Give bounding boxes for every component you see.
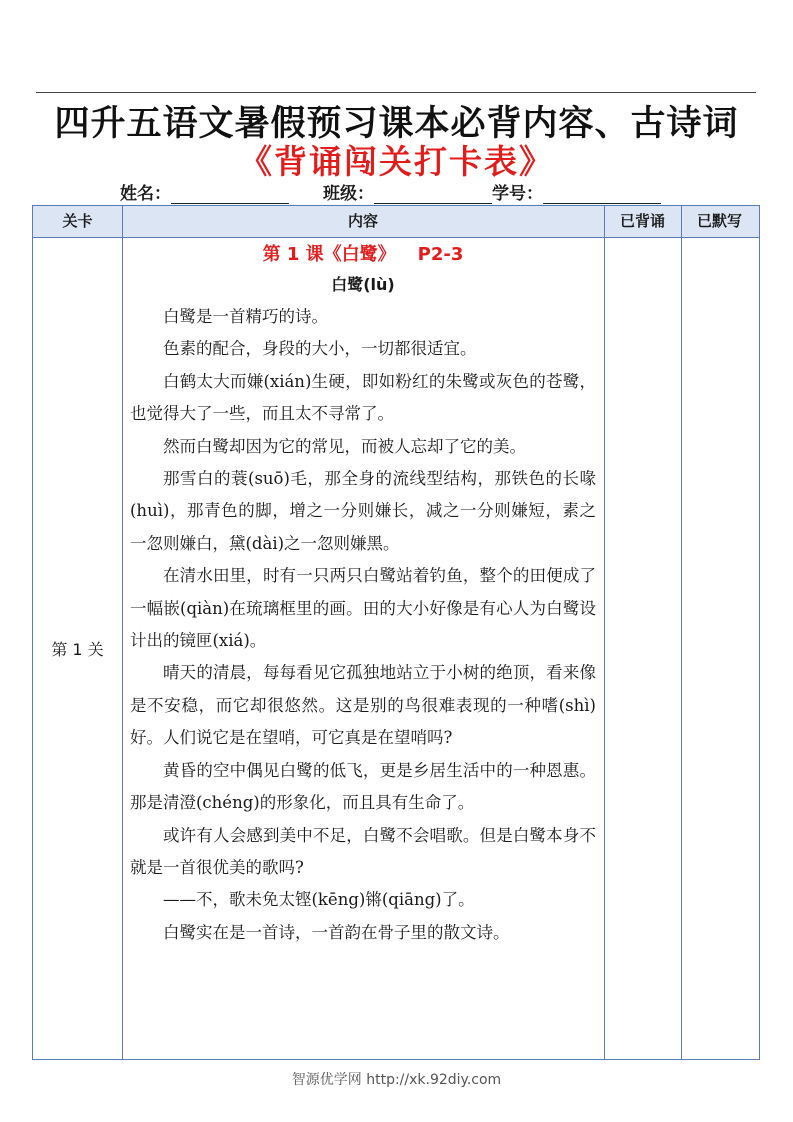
col-header-written: 已默写: [696, 212, 742, 230]
lesson-heading: [122, 241, 604, 269]
poem-paragraph: 晴天的清晨，每每看见它孤独地站立于小树的绝顶，看来像是不安稳，而它却很悠然。这是别的鸟很难表现的一种嗜(shì)好。人们说它是在望哨，可它真是在望哨吗?: [130, 663, 596, 748]
poem-paragraph: 白鹭实在是一首诗，一首韵在骨子里的散文诗。: [163, 922, 510, 942]
class-label: 班级：: [323, 184, 374, 204]
id-label: 学号：: [492, 184, 543, 204]
class-blank[interactable]: [374, 185, 492, 204]
poem-paragraph: 或许有人会感到美中不足，白鹭不会唱歌。但是白鹭本身不就是一首很优美的歌吗?: [130, 825, 596, 877]
lesson-title: 第 1 课《白鹭》: [262, 244, 396, 265]
poem-paragraph: 色素的配合，身段的大小，一切都很适宜。: [163, 339, 477, 359]
col-header-recited: 已背诵: [619, 212, 665, 230]
name-label: 姓名：: [120, 184, 171, 204]
level-cell: [33, 237, 122, 1059]
poem-paragraph: 黄昏的空中偶见白鹭的低飞，更是乡居生活中的一种恩惠。那是清澄(chéng)的形象化，而且具有生命了。: [130, 760, 596, 813]
poem-paragraph: 然而白鹭却因为它的常见，而被人忘却了它的美。: [163, 436, 526, 456]
lesson-pages: P2-3: [417, 244, 464, 265]
poem-paragraph: ——不，歌未免太铿(kēng)锵(qiāng)了。: [163, 890, 475, 910]
poem-paragraph: 白鹤太大而嫌(xián)生硬，即如粉红的朱鹭或灰色的苍鹭，也觉得大了一些，而且太不寻常了。: [130, 371, 596, 424]
top-rule: [36, 92, 756, 93]
page-title: 四升五语文暑假预习课本必背内容、古诗词: [54, 104, 739, 144]
id-blank[interactable]: [543, 185, 661, 204]
level-label: 第 1 关: [51, 639, 104, 659]
page-subtitle: 《背诵闯关打卡表》: [239, 142, 554, 181]
poem-title: 白鹭(lù): [331, 275, 395, 294]
col-header-level: 关卡: [62, 212, 93, 230]
recited-checkbox-cell[interactable]: [604, 237, 681, 1059]
poem-paragraph: 在清水田里，时有一只两只白鹭站着钓鱼，整个的田便成了一幅嵌(qiàn)在琉璃框里的画。田的大小好像是有心人为白鹭设计出的镜匣(xiá)。: [130, 566, 596, 651]
col-header-content: 内容: [347, 212, 378, 230]
footer-watermark: 智源优学网 http://xk.92diy.com: [291, 1072, 502, 1088]
poem-body: [122, 301, 604, 949]
checkin-table: [32, 205, 760, 1060]
name-blank[interactable]: [171, 185, 289, 204]
poem-paragraph: 那雪白的蓑(suō)毛，那全身的流线型结构，那铁色的长喙(huì)，那青色的脚，增之一分则嫌长，减之一分则嫌短，素之一忽则嫌白，黛(dài)之一忽则嫌黑。: [130, 469, 596, 553]
poem-paragraph: 白鹭是一首精巧的诗。: [163, 307, 328, 326]
student-info-row: [120, 180, 661, 204]
content-cell: [122, 237, 604, 1059]
table-header: [33, 206, 759, 238]
written-checkbox-cell[interactable]: [681, 237, 758, 1059]
